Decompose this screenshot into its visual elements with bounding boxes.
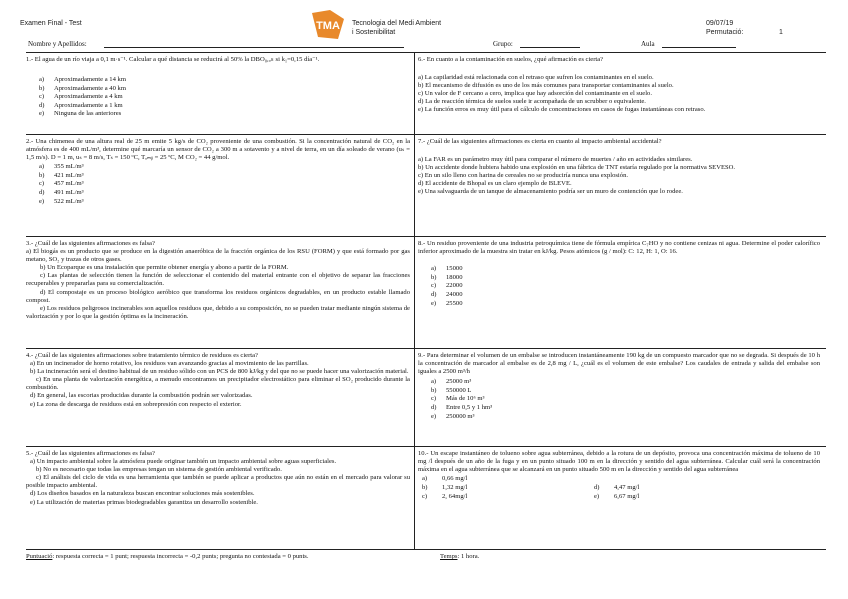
name-field[interactable] (104, 47, 404, 48)
option-c[interactable]: c) Un valor de F cercano a cero, implica que hay adsorción del contaminante en el suelo. (418, 90, 652, 98)
option-a[interactable]: a) La capilaridad está relacionada con el retraso que sufren los contaminantes en el suelo. (418, 74, 654, 82)
option-e[interactable]: e) 522 mL/m³ (39, 197, 84, 205)
room-field[interactable] (662, 47, 736, 48)
header-divider (26, 52, 826, 53)
option-c[interactable]: c) Las plantas de selección tienen la función de seleccionar el contenido del material entrante con el objetivo de separar las fracciones recuperables y prepararlas para su comercialización. (26, 272, 410, 288)
option-c[interactable]: c) Más de 10⁶ m³ (431, 395, 485, 403)
option-c[interactable]: c) El análisis del ciclo de vida es una herramienta que también se puede aplicar a productos que aún no están en el mercado para valorar su posible impacto ambiental. (26, 474, 410, 490)
option-d[interactable]: d) Aproximadamente a 1 km (39, 101, 123, 109)
question-1 (26, 56, 410, 119)
question-2 (26, 138, 410, 206)
option-b[interactable]: b) El mecanismo de difusión es uno de los más comunes para transportar contaminantes al suelo. (418, 82, 674, 90)
time-label: Temps (440, 553, 458, 560)
option-a[interactable]: a) La FAR es un parámetro muy útil para comparar el número de muertes / año en actividades similares. (418, 156, 693, 164)
option-e[interactable]: e) Una salvaguarda de un tanque de almacenamiento podría ser un muro de contención que lo rodee. (418, 188, 683, 196)
option-b[interactable]: b) 1,32 mg/l (422, 484, 468, 492)
option-b[interactable]: b) La incineración será el destino habitual de un residuo sólido con un PCS de 800 kJ/kg y del que no se puede hacer una valorización material. (30, 368, 409, 376)
question-stem: 5.- ¿Cuál de las siguientes afirmaciones es falsa? (26, 450, 155, 457)
question-stem: 9.- Para determinar el volumen de un embalse se introducen instantáneamente 190 kg de un compuesto marcador que no se degrada. Si después de 10 h la concentración de marcador al embalse es de 2,8 mg / L, ¿cuál es el volumen de este embalse? Los caudales de entrada y salida del embalse son iguales a 2500 m³/h (418, 352, 820, 376)
option-e[interactable]: e) 25500 (431, 299, 463, 307)
question-stem: 10.- Un escape instantáneo de tolueno sobre agua subterránea, debido a la rotura de un depósito, provoca una concentración máxima de tolueno de 10 mg /l después de un año de la fuga y en un punto situado 100 m en la dirección y sentido del agua subterránea. Calcular cuál será la concentración máxima en el agua subterránea que se alcanzará en un punto situado 500 m en la dirección y sentido del agua subterránea (418, 450, 820, 474)
row-divider-4 (26, 446, 826, 447)
question-stem: 8.- Un residuo proveniente de una industria petroquímica tiene de fórmula empírica C₇HO y no contiene cenizas ni agua. Determine el poder calorífico inferior aproximado de la muestra sin tratar en kJ/kg. Pesos atómicos (g / mol): C: 12, H: 1, O: 16. (418, 240, 820, 256)
logo-text: TMA (316, 20, 340, 32)
row-divider-3 (26, 348, 826, 349)
question-3 (26, 240, 410, 321)
option-a[interactable]: a) Un impacto ambiental sobre la atmósfera puede originar también un impacto ambiental sobre aguas superficiales. (30, 458, 337, 466)
group-label: Grupo: (493, 40, 513, 48)
question-6 (418, 56, 820, 115)
exam-date: 09/07/19 (706, 20, 734, 27)
option-b[interactable]: b) Un accidente donde hubiera habido una explosión en una fábrica de TNT estaría regulado por la normativa SEVESO. (418, 164, 736, 172)
question-7 (418, 138, 820, 197)
option-d[interactable]: d) 24000 (431, 290, 463, 298)
row-divider-2 (26, 236, 826, 237)
option-b[interactable]: b) Aproximadamente a 40 km (39, 84, 126, 92)
room-label: Aula (641, 40, 655, 48)
option-e[interactable]: e) 6,67 mg/l (594, 493, 640, 501)
question-stem: 2.- Una chimenea de una altura real de 25 m emite 5 kg/s de CO₂ proveniente de una combustión. Si la concentración natural de CO₂ en la atmósfera es de 400 mL/m³, determine qué marcaría un sensor de CO₂ a 300 m a sotavento y a nivel de terra, en un día soleado de verano (uₛ = 1,5 m/s). D = 1 m, uₛ = 8 m/s, Tₛ = 150 ºC, Tₐₘᵦ = 25 ºC, M CO₂ = 44 g/mol. (26, 138, 410, 162)
group-field[interactable] (520, 47, 580, 48)
scoring-note (26, 553, 309, 561)
footer-divider (26, 549, 826, 550)
question-9 (418, 352, 820, 421)
option-a[interactable]: a) 0,66 mg/l (422, 475, 468, 483)
course-title: Tecnologia del Medi Ambient (352, 20, 442, 27)
option-d[interactable]: d) 4,47 mg/l (594, 484, 640, 492)
question-stem: 4.- ¿Cuál de las siguientes afirmaciones sobre tratamiento térmico de residuos es cierta? (26, 352, 258, 359)
scoring-text: : respuesta correcta = 1 punt; respuesta incorrecta = -0,2 punts; pregunta no contestada = 0 punts. (52, 553, 309, 560)
option-c[interactable]: c) En una planta de valorización energética, a menudo encontramos un precipitador electrostático para eliminar el SO₂ producido durante la combustión. (26, 376, 410, 392)
option-d[interactable]: d) Los diseños basados en la naturaleza buscan encontrar soluciones más sostenibles. (30, 490, 255, 498)
option-b[interactable]: b) 550000 L (431, 386, 472, 394)
option-a[interactable]: a) En un incinerador de horno rotativo, los residuos van avanzando gracias al movimiento de las parrillas. (30, 360, 309, 368)
question-stem: 6.- En cuanto a la contaminación en suelos, ¿qué afirmación es cierta? (418, 56, 604, 63)
question-stem: 7.- ¿Cuál de las siguientes afirmaciones es cierta en cuanto al impacto ambiental accidental? (418, 138, 662, 145)
question-stem: 1.- El agua de un río viaja a 0,1 m·s⁻¹. Calcular a qué distancia se reducirá al 50% la DBO₀,ᵤₗₜ si k₁=0,15 día⁻¹. (26, 56, 320, 63)
option-a[interactable]: a) 15000 (431, 265, 463, 273)
option-c[interactable]: c) 22000 (431, 282, 463, 290)
question-10 (418, 450, 820, 508)
option-a[interactable]: a) 355 mL/m³ (39, 163, 84, 171)
time-note (440, 553, 479, 561)
option-d[interactable]: d) El compostaje es un proceso biológico aeróbico que transforma los residuos orgánicos degradables, en un producto estable llamado compost. (26, 288, 410, 304)
question-5 (26, 450, 410, 507)
exam-title: Examen Final - Test (20, 20, 82, 27)
option-a[interactable]: a) 25000 m³ (431, 378, 472, 386)
name-label: Nombre y Apellidos: (28, 40, 87, 48)
option-e[interactable]: e) Ninguna de las anteriores (39, 110, 122, 118)
row-divider-1 (26, 134, 826, 135)
question-8 (418, 240, 820, 308)
option-b[interactable]: b) No es necesario que todas las empresas tengan un sistema de gestión ambiental verificado. (36, 466, 282, 474)
option-b[interactable]: b) 18000 (431, 273, 463, 281)
option-e[interactable]: e) La función erros es muy útil para el cálculo de concentraciones en casos de fugas instantáneas con retraso. (418, 106, 706, 114)
question-stem: 3.- ¿Cuál de las siguientes afirmaciones es falsa? (26, 240, 155, 247)
course-subtitle: i Sostenibilitat (352, 29, 396, 36)
option-a[interactable]: a) Aproximadamente a 14 km (39, 76, 126, 84)
option-b[interactable]: b) Un Ecoparque es una instalación que permite obtener energía y abono a partir de la FORM. (40, 264, 289, 272)
option-b[interactable]: b) 421 mL/m³ (39, 171, 84, 179)
option-d[interactable]: d) Entre 0,5 y 1 hm³ (431, 404, 493, 412)
option-c[interactable]: c) 2, 64mg/l (422, 493, 468, 501)
option-c[interactable]: c) 457 mL/m³ (39, 180, 84, 188)
option-d[interactable]: d) En general, las escorias producidas durante la combustión podrán ser valorizadas. (30, 392, 253, 400)
option-c[interactable]: c) Aproximadamente a 4 km (39, 93, 123, 101)
column-divider (414, 52, 415, 549)
option-c[interactable]: c) En un silo lleno con harina de cereales no se produciría nunca una explosión. (418, 172, 629, 180)
option-e[interactable]: e) La utilización de materias primas biodegradables garantiza un desarrollo sostenible. (30, 498, 258, 506)
option-e[interactable]: e) Los residuos peligrosos incinerables son aquellos residuos que, debido a su composición, no se pueden tratar mediante ningún sistema de valorización y por lo que la gestión óptima es la incineración. (26, 304, 410, 320)
permutation-number: 1 (779, 29, 783, 36)
option-d[interactable]: d) 491 mL/m³ (39, 189, 84, 197)
tma-logo (310, 9, 346, 41)
option-d[interactable]: d) El accidente de Bhopal es un claro ejemplo de BLEVE. (418, 180, 572, 188)
permutation-label: Permutació: (706, 29, 744, 36)
option-e[interactable]: e) La zona de descarga de residuos está en sobrepresión con respecto el exterior. (30, 400, 242, 408)
option-d[interactable]: d) La de reacción térmica de suelos suele ir acompañada de un scrubber o equivalente. (418, 98, 646, 106)
option-e[interactable]: e) 250000 m³ (431, 412, 475, 420)
scoring-label: Puntuació (26, 553, 53, 560)
question-4 (26, 352, 410, 409)
time-text: : 1 hora. (457, 553, 480, 560)
option-a[interactable]: a) El biogás es un producto que se produce en la digestión anaeróbica de la fracción orgánica de los RSU (FORM) y que está formado por gas metano, SO₂ y trazas de otros gases. (26, 248, 410, 264)
